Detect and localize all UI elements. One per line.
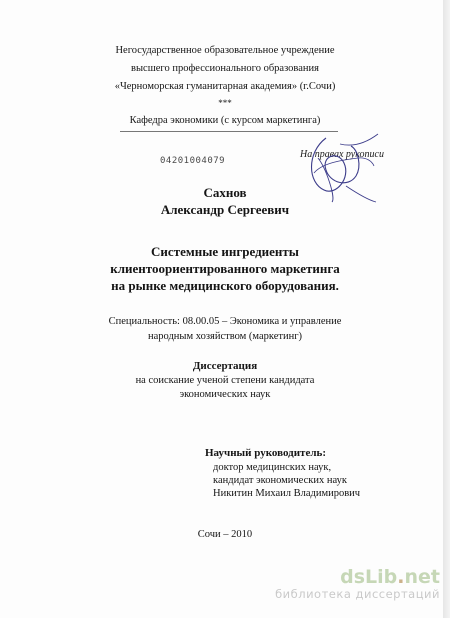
specialty-line-1: Специальность: 08.00.05 – Экономика и управление <box>108 316 342 327</box>
scan-edge-shadow <box>443 0 450 618</box>
institution-line-1: Негосударственное образовательное учреждение <box>115 45 335 56</box>
supervisor-line-1: доктор медицинских наук, <box>213 462 332 473</box>
supervisor-heading: Научный руководитель: <box>205 447 326 459</box>
watermark-logo-left: dsLib <box>340 566 398 588</box>
dissertation-line-2: экономических наук <box>179 389 271 400</box>
supervisor-line-3: Никитин Михаил Владимирович <box>213 488 361 499</box>
institution-line-3: «Черноморская гуманитарная академия» (г.Сочи) <box>114 81 336 92</box>
watermark-logo-dot: . <box>397 566 405 588</box>
author-name: Александр Сергеевич <box>160 202 290 217</box>
manuscript-note: На правах рукописи <box>300 149 384 160</box>
dslib-watermark <box>275 567 440 601</box>
institution-line-2: высшего профессионального образования <box>131 63 319 74</box>
library-stamp-number: 04201004079 <box>160 156 226 166</box>
specialty-line-2: народным хозяйством (маркетинг) <box>147 331 303 342</box>
dissertation-line-1: на соискание ученой степени кандидата <box>135 375 315 386</box>
department-line: Кафедра экономики (с курсом маркетинга) <box>129 115 321 126</box>
watermark-subtitle: библиотека диссертаций <box>275 587 440 601</box>
author-surname: Сахнов <box>203 185 247 200</box>
title-line-3: на рынке медицинского оборудования. <box>111 278 339 293</box>
watermark-logo-right: net <box>404 566 440 588</box>
supervisor-line-2: кандидат экономических наук <box>213 475 347 486</box>
separator-stars: *** <box>218 98 232 108</box>
watermark-logo <box>275 567 440 587</box>
title-line-1: Системные ингредиенты <box>151 244 299 259</box>
place-year: Сочи – 2010 <box>197 529 253 540</box>
title-line-2: клиентоориентированного маркетинга <box>110 261 340 276</box>
dissertation-heading: Диссертация <box>192 360 258 372</box>
